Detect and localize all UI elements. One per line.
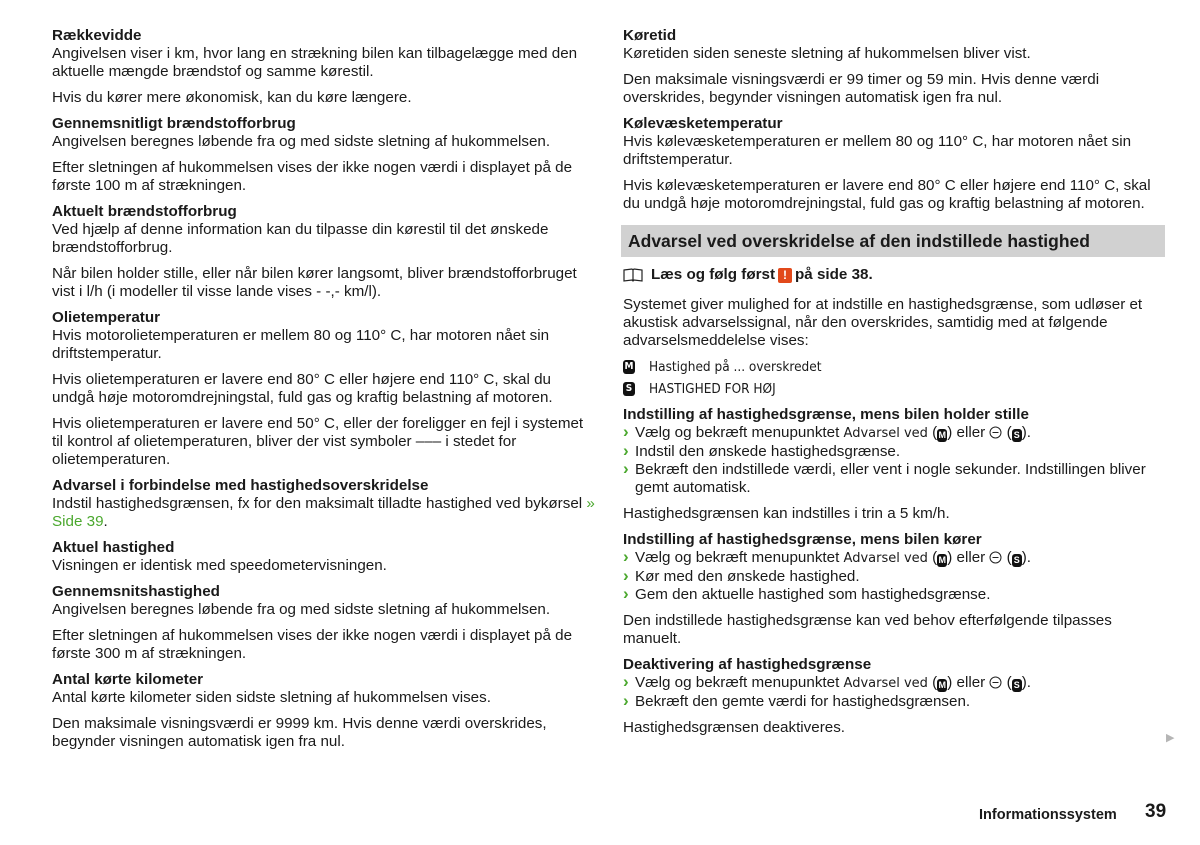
section-driving-time: [623, 27, 1168, 107]
step-item: › Vælg og bekræft menupunktet Advarsel ved (M) eller ( S ).: [623, 674, 1168, 693]
section-banner: Advarsel ved overskridelse af den indstillede hastighed: [621, 225, 1165, 257]
circle-minus-icon: [989, 676, 1002, 689]
display-m-icon: M: [938, 555, 946, 565]
footer-section-title: Informationssystem: [979, 807, 1117, 823]
paragraph: Når bilen holder stille, eller når bilen kører langsomt, bliver brændstofforbruget vist i l/h (i modeller til visse lande vises - -,- km/l).: [52, 265, 577, 300]
section-heading: Køretid: [623, 27, 677, 44]
display-m-icon: M: [938, 430, 946, 440]
section-deactivate: [623, 656, 1168, 737]
menu-item-label: Advarsel ved: [843, 426, 928, 441]
step-text: eller: [956, 424, 986, 441]
page-number: 39: [1145, 801, 1167, 822]
step-item: › Gem den aktuelle hastighed som hastighedsgrænse.: [623, 586, 1168, 604]
menu-item-label: Advarsel ved: [843, 676, 928, 691]
section-heading: Advarsel i forbindelse med hastighedsoverskridelse: [52, 477, 429, 494]
step-item: › Kør med den ønskede hastighed.: [623, 568, 1168, 586]
left-column: [52, 27, 597, 759]
step-text: Vælg og bekræft menupunktet: [635, 549, 840, 566]
paragraph: [52, 495, 597, 531]
section-current-speed: [52, 539, 597, 575]
paragraph: Angivelsen beregnes løbende fra og med sidste sletning af hukommelsen.: [52, 133, 551, 150]
section-heading: Aktuel hastighed: [52, 539, 175, 556]
message-item: [623, 380, 1168, 398]
paragraph: Hvis olietemperaturen er lavere end 80° C eller højere end 110° C, skal du undgå høje motoromdrejningstal, fuld gas og kraftig belastning af motoren.: [52, 371, 553, 406]
paragraph: Angivelsen viser i km, hvor lang en strækning bilen kan tilbagelægge med den aktuelle mængde brændstof og samme kørestil.: [52, 45, 578, 80]
paragraph: Systemet giver mulighed for at indstille en hastighedsgrænse, som udløser et akustisk advarselssignal, når den overskrides, samtidig med at følgende advarselsmeddelelse vises:: [623, 296, 1143, 349]
read-first-page: på side 38.: [795, 266, 873, 283]
read-first-text: Læs og følg først: [651, 266, 776, 283]
paragraph: Hvis kølevæsketemperaturen er mellem 80 og 110° C, har motoren nået sin driftstemperatur.: [623, 133, 1132, 168]
display-m-icon: M: [938, 680, 946, 690]
circle-minus-icon: [989, 426, 1002, 439]
step-text: Vælg og bekræft menupunktet: [635, 424, 840, 441]
circle-minus-icon: [989, 551, 1002, 564]
section-coolant-temperature: [623, 115, 1168, 213]
paragraph: Efter sletningen af hukommelsen vises der ikke nogen værdi i displayet på de første 300 m af strækningen.: [52, 627, 573, 662]
paragraph: Hastighedsgrænsen deaktiveres.: [623, 719, 846, 736]
read-first-note: [623, 266, 1168, 284]
section-avg-consumption: [52, 115, 597, 195]
section-heading: Gennemsnitligt brændstofforbrug: [52, 115, 296, 132]
step-item: › Indstil den ønskede hastighedsgrænse.: [623, 443, 1168, 461]
display-s-icon: S: [1013, 680, 1020, 690]
paragraph: Køretiden siden seneste sletning af hukommelsen bliver vist.: [623, 45, 1031, 62]
punctuation: .: [103, 513, 108, 530]
section-speed-warning: [52, 477, 597, 531]
right-column: [623, 27, 1168, 745]
section-oil-temperature: [52, 309, 597, 469]
section-heading: Olietemperatur: [52, 309, 161, 326]
step-text: eller: [956, 674, 986, 691]
section-avg-speed: [52, 583, 597, 663]
paragraph: Den maksimale visningsværdi er 9999 km. Hvis denne værdi overskrides, begynder visningen automatisk igen fra nul.: [52, 715, 547, 750]
paragraph: Hvis olietemperaturen er lavere end 50° C, eller der foreligger en fejl i systemet til kontrol af olietemperaturen, bliver der vist symboler ––– i stedet for olietemperaturen.: [52, 415, 584, 468]
paragraph: Ved hjælp af denne information kan du tilpasse din kørestil til det ønskede brændstofforbrug.: [52, 221, 549, 256]
step-item: › Bekræft den indstillede værdi, eller vent i nogle sekunder. Indstillingen bliver gemt automatisk.: [623, 461, 1168, 497]
paragraph: Visningen er identisk med speedometervisningen.: [52, 557, 387, 574]
section-heading: Antal kørte kilometer: [52, 671, 204, 688]
message-text: HASTIGHED FOR HØJ: [649, 381, 776, 397]
display-s-icon: S: [1013, 555, 1020, 565]
section-distance: [52, 671, 597, 751]
step-text: eller: [956, 549, 986, 566]
page-link[interactable]: » Side 39: [52, 495, 595, 530]
display-m-icon: M: [624, 361, 634, 372]
paragraph: Den maksimale visningsværdi er 99 timer og 59 min. Hvis denne værdi overskrides, begynder visningen automatisk igen fra nul.: [623, 71, 1100, 106]
paragraph-text: Indstil hastighedsgrænsen, fx for den maksimalt tilladte hastighed ved bykørsel: [52, 495, 583, 512]
section-heading: Rækkevidde: [52, 27, 142, 44]
section-heading: Gennemsnitshastighed: [52, 583, 220, 600]
step-item: › Bekræft den gemte værdi for hastighedsgrænsen.: [623, 693, 1168, 711]
next-page-arrow-icon: ▶: [1166, 732, 1175, 744]
paragraph: Hvis kølevæsketemperaturen er lavere end 80° C eller højere end 110° C, skal du undgå høje motoromdrejningstal, fuld gas og kraftig belastning af motoren.: [623, 177, 1151, 212]
section-heading: Kølevæsketemperatur: [623, 115, 783, 132]
warning-icon: !: [778, 268, 792, 283]
step-text: Vælg og bekræft menupunktet: [635, 674, 840, 691]
section-heading: Deaktivering af hastighedsgrænse: [623, 656, 872, 673]
section-set-driving: [623, 531, 1168, 648]
display-s-icon: S: [1013, 430, 1020, 440]
section-heading: Indstilling af hastighedsgrænse, mens bilen kører: [623, 531, 982, 548]
section-heading: Indstilling af hastighedsgrænse, mens bilen holder stille: [623, 406, 1029, 423]
display-s-icon: S: [623, 382, 635, 396]
section-range: [52, 27, 597, 107]
paragraph: Efter sletningen af hukommelsen vises der ikke nogen værdi i displayet på de første 100 m af strækningen.: [52, 159, 573, 194]
section-heading: Aktuelt brændstofforbrug: [52, 203, 237, 220]
book-icon: [623, 268, 643, 282]
paragraph: Hvis motorolietemperaturen er mellem 80 og 110° C, har motoren nået sin driftstemperatur.: [52, 327, 550, 362]
paragraph: Hvis du kører mere økonomisk, kan du køre længere.: [52, 89, 412, 106]
menu-item-label: Advarsel ved: [843, 551, 928, 566]
section-current-consumption: [52, 203, 597, 301]
section-set-stationary: [623, 406, 1168, 523]
message-text: Hastighed på ... overskredet: [649, 359, 822, 375]
paragraph: Den indstillede hastighedsgrænse kan ved behov efterfølgende tilpasses manuelt.: [623, 612, 1112, 647]
paragraph: Antal kørte kilometer siden sidste sletning af hukommelsen vises.: [52, 689, 491, 706]
step-item: › Vælg og bekræft menupunktet Advarsel ved (M) eller ( S ).: [623, 549, 1168, 568]
paragraph: Angivelsen beregnes løbende fra og med sidste sletning af hukommelsen.: [52, 601, 551, 618]
paragraph: Hastighedsgrænsen kan indstilles i trin a 5 km/h.: [623, 505, 950, 522]
message-item: [623, 358, 1168, 376]
step-item: › Vælg og bekræft menupunktet Advarsel ved (M) eller ( S ).: [623, 424, 1168, 443]
